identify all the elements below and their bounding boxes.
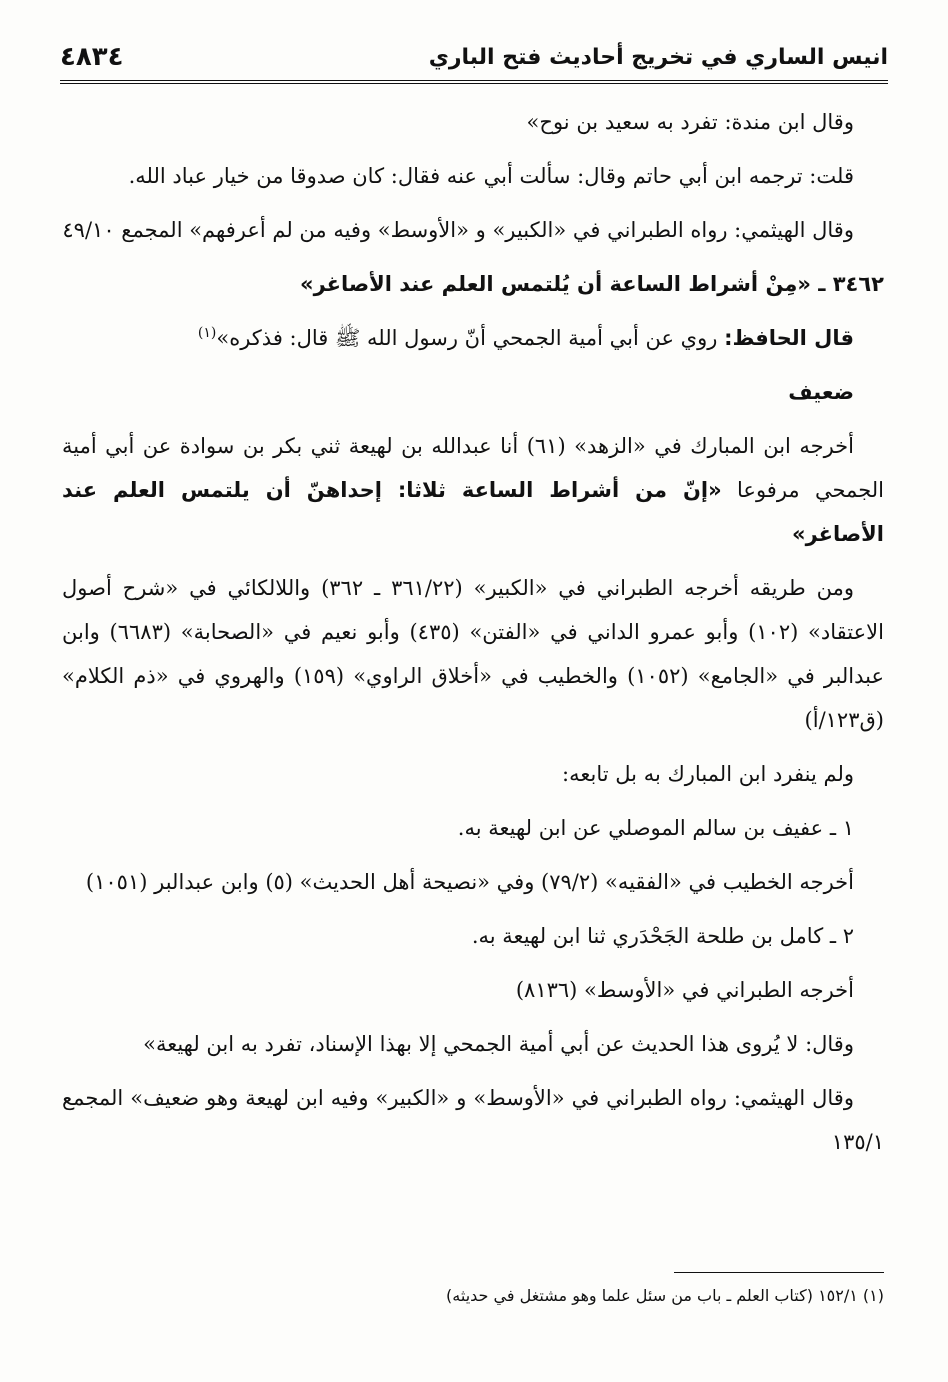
takhrij-text: أخرجه ابن المبارك في «الزهد» (٦١) أنا عبدالله بن لهيعة ثني بكر بن سوادة عن أبي أمية الجمحي مرفوعا [62, 434, 884, 502]
hafiz-paragraph [62, 316, 884, 360]
paragraph: وقال الهيثمي: رواه الطبراني في «الأوسط» و «الكبير» وفيه ابن لهيعة وهو ضعيف» المجمع ١٣٥/١ [62, 1086, 884, 1154]
paragraph: أخرجه الطبراني في «الأوسط» (٨١٣٦) [515, 978, 854, 1002]
footnote-marker: (١) [197, 325, 217, 341]
hafiz-label: قال الحافظ: [724, 326, 854, 350]
page-body [62, 100, 884, 1174]
footnote-divider [674, 1272, 884, 1273]
hadith-heading: ٣٤٦٢ ـ «مِنْ أشراط الساعة أن يُلتمس العلم عند الأصاغر» [300, 272, 884, 296]
paragraph [62, 424, 884, 556]
paragraph: وقال: لا يُروى هذا الحديث عن أبي أمية الجمحي إلا بهذا الإسناد، تفرد به ابن لهيعة» [143, 1032, 854, 1056]
page-number: ٤٨٣٤ [60, 42, 124, 72]
list-item: ١ ـ عفيف بن سالم الموصلي عن ابن لهيعة به. [457, 816, 854, 840]
running-title: انيس الساري في تخريج أحاديث فتح الباري [428, 44, 888, 70]
paragraph: ولم ينفرد ابن المبارك به بل تابعه: [562, 762, 854, 786]
paragraph: وقال ابن مندة: تفرد به سعيد بن نوح» [526, 110, 854, 134]
hadith-grade: ضعيف [788, 380, 854, 404]
hafiz-text: روي عن أبي أمية الجمحي أنّ رسول الله ﷺ قال: فذكره» [216, 326, 718, 350]
page-header [60, 34, 888, 84]
paragraph: ومن طريقه أخرجه الطبراني في «الكبير» (٣٦١/٢٢ ـ ٣٦٢) واللالكائي في «شرح أصول الاعتقاد» (١٠٢) وأبو عمرو الداني في «الفتن» (٤٣٥) وأبو نعيم في «الصحابة» (٦٦٨٣) وابن عبدالبر في «الجامع» (١٠٥٢) والخطيب في «أخلاق الراوي» (١٥٩) والهروي في «ذم الكلام» (ق١٢٣/أ) [62, 576, 884, 732]
hadith-quote: «إنّ من أشراط الساعة ثلاثا: إحداهنّ أن يلتمس العلم عند الأصاغر» [62, 478, 884, 546]
footnote: (١) ١٥٢/١ (كتاب العلم ـ باب من سئل علما وهو مشتغل في حديثه) [446, 1286, 884, 1305]
paragraph: قلت: ترجمه ابن أبي حاتم وقال: سألت أبي عنه فقال: كان صدوقا من خيار عباد الله. [128, 164, 854, 188]
paragraph: أخرجه الخطيب في «الفقيه» (٧٩/٢) وفي «نصيحة أهل الحديث» (٥) وابن عبدالبر (١٠٥١) [85, 870, 854, 894]
paragraph: وقال الهيثمي: رواه الطبراني في «الكبير» و «الأوسط» وفيه من لم أعرفهم» المجمع ٤٩/١٠ [62, 218, 854, 242]
list-item: ٢ ـ كامل بن طلحة الجَحْدَري ثنا ابن لهيعة به. [471, 924, 854, 948]
